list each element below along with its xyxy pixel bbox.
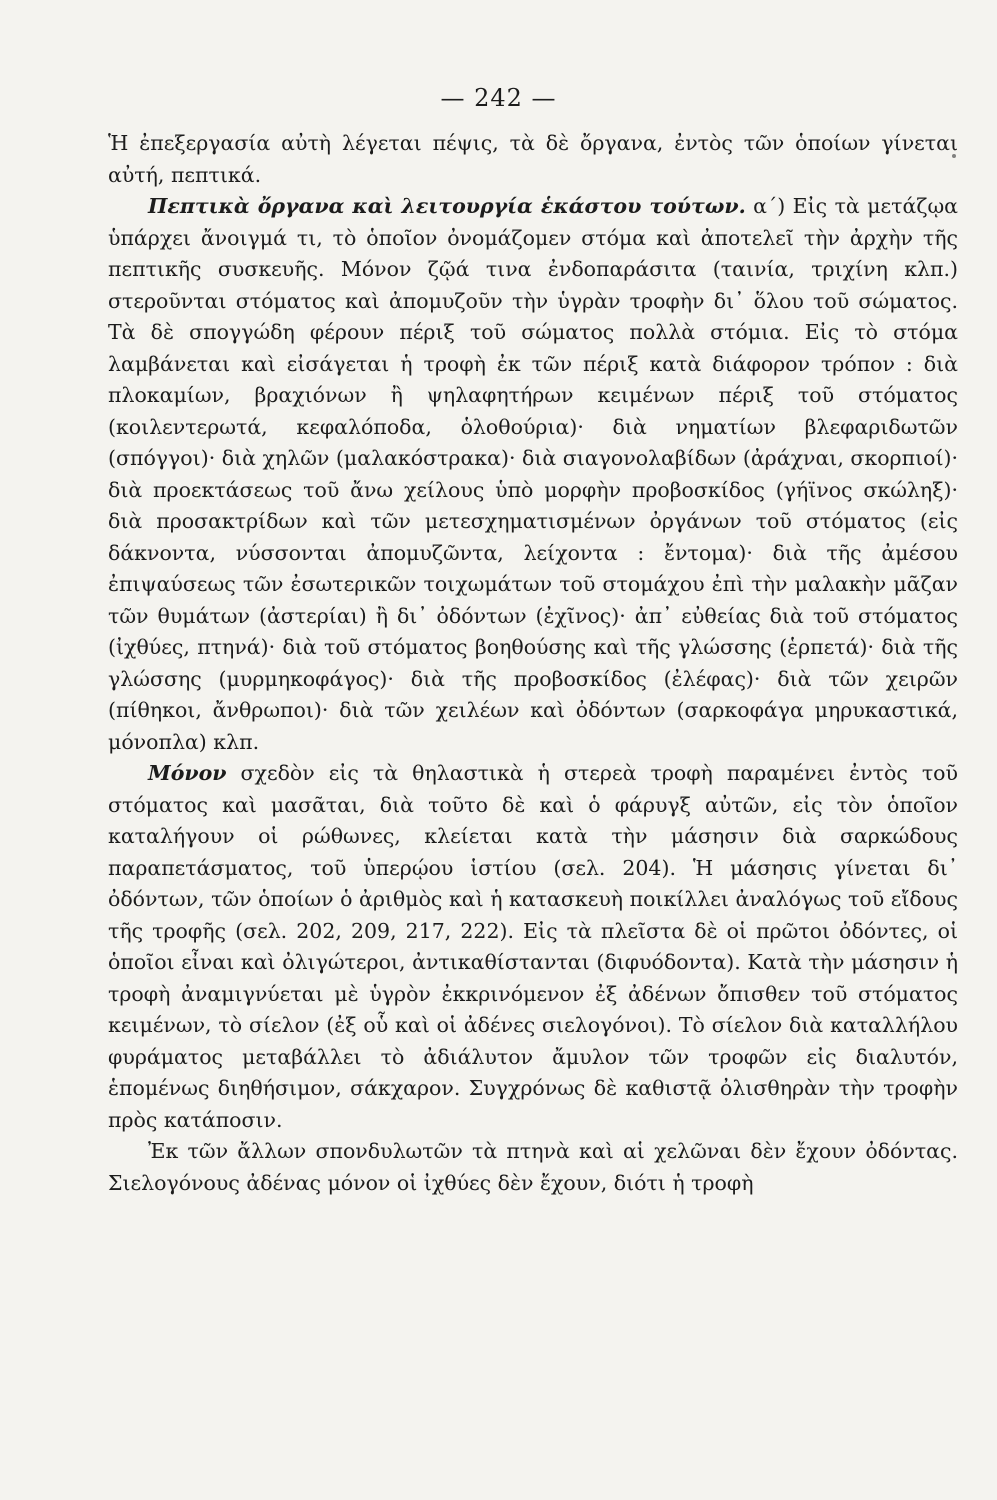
paragraph-intro-text: Ἡ ἐπεξεργασία αὐτὴ λέγεται πέψις, τὰ δὲ ὄργανα, ἐντὸς τῶν ὁποίων γίνεται αὐτή, πεπτικά.	[108, 131, 958, 187]
page-body	[108, 128, 958, 1199]
paragraph-intro	[108, 128, 958, 191]
paragraph-mastication-text: σχεδὸν εἰς τὰ θηλαστικὰ ἡ στερεὰ τροφὴ παραμένει ἐντὸς τοῦ στόματος καὶ μασᾶται, διὰ τοῦτο δὲ καὶ ὁ φάρυγξ αὐτῶν, εἰς τὸν ὁποῖον καταλήγουν οἱ ρώθωνες, κλείεται κατὰ τὴν μάσησιν διὰ σαρκώδους παραπετάσματος, τοῦ ὑπερῴου ἱστίου (σελ. 204). Ἡ μάσησις γίνεται δι᾿ ὀδόντων, τῶν ὁποίων ὁ ἀριθμὸς καὶ ἡ κατασκευὴ ποικίλλει ἀναλόγως τοῦ εἴδους τῆς τροφῆς (σελ. 202, 209, 217, 222). Εἰς τὰ πλεῖστα δὲ οἱ πρῶτοι ὀδόντες, οἱ ὁποῖοι εἶναι καὶ ὀλιγώτεροι, ἀντικαθίστανται (διφυόδοντα). Κατὰ τὴν μάσησιν ἡ τροφὴ ἀναμιγνύεται μὲ ὑγρὸν ἐκκρινόμενον ἐξ ἀδένων ὄπισθεν τοῦ στόματος κειμένων, τὸ σίελον (ἐξ οὗ καὶ οἱ ἀδένες σιελογόνοι). Τὸ σίελον διὰ καταλλήλου φυράματος μεταβάλλει τὸ ἀδιάλυτον ἄμυλον τῶν τροφῶν εἰς διαλυτόν, ἑπομένως διηθήσιμον, σάκχαρον. Συγχρόνως δὲ καθιστᾷ ὀλισθηρὰν τὴν τροφὴν πρὸς κατάποσιν.	[108, 761, 958, 1132]
paragraph-vertebrates-text: Ἐκ τῶν ἄλλων σπονδυλωτῶν τὰ πτηνὰ καὶ αἱ χελῶναι δὲν ἔχουν ὀδόντας. Σιελογόνους ἀδένας μόνον οἱ ἰχθύες δὲν ἔχουν, διότι ἡ τροφὴ	[108, 1139, 958, 1195]
section-heading: Πεπτικὰ ὄργανα καὶ λειτουργία ἑκάστου τούτων.	[148, 194, 746, 218]
paragraph-digestive-organs-text: α΄) Εἰς τὰ μετάζῳα ὑπάρχει ἄνοιγμά τι, τὸ ὁποῖον ὀνομάζομεν στόμα καὶ ἀποτελεῖ τὴν ἀρχὴν τῆς πεπτικῆς συσκευῆς. Μόνον ζῷά τινα ἐνδοπαράσιτα (ταινία, τριχίνη κλπ.) στεροῦνται στόματος καὶ ἀπομυζοῦν τὴν ὑγρὰν τροφὴν δι᾿ ὅλου τοῦ σώματος. Τὰ δὲ σπογγώδη φέρουν πέριξ τοῦ σώματος πολλὰ στόμια. Εἰς τὸ στόμα λαμβάνεται καὶ εἰσάγεται ἡ τροφὴ ἐκ τῶν πέριξ κατὰ διάφορον τρόπον : διὰ πλοκαμίων, βραχιόνων ἢ ψηλαφητήρων κειμένων πέριξ τοῦ στόματος (κοιλεντερωτά, κεφαλόποδα, ὁλοθούρια)· διὰ νηματίων βλεφαριδωτῶν (σπόγγοι)· διὰ χηλῶν (μαλακόστρακα)· διὰ σιαγονολαβίδων (ἀράχναι, σκορπιοί)· διὰ προεκτάσεως τοῦ ἄνω χείλους ὑπὸ μορφὴν προβοσκίδος (γήϊνος σκώληξ)· διὰ προσακτρίδων καὶ τῶν μετεσχηματισμένων ὀργάνων τοῦ στόματος (εἰς δάκνοντα, νύσσονται ἀπομυζῶντα, λείχοντα : ἔντομα)· διὰ τῆς ἀμέσου ἐπιψαύσεως τῶν ἐσωτερικῶν τοιχωμάτων τοῦ στομάχου ἐπὶ τὴν μαλακὴν μᾶζαν τῶν θυμάτων (ἀστερίαι) ἢ δι᾿ ὀδόντων (ἐχῖνος)· ἀπ᾿ εὐθείας διὰ τοῦ στόματος (ἰχθύες, πτηνά)· διὰ τοῦ στόματος βοηθούσης καὶ τῆς γλώσσης (ἑρπετά)· διὰ τῆς γλώσσης (μυρμηκοφάγος)· διὰ τῆς προβοσκίδος (ἐλέφας)· διὰ τῶν χειρῶν (πίθηκοι, ἄνθρωποι)· διὰ τῶν χειλέων καὶ ὀδόντων (σαρκοφάγα μηρυκαστικά, μόνοπλα) κλπ.	[108, 194, 959, 754]
paragraph-digestive-organs	[108, 191, 958, 758]
paragraph-lead-word: Μόνον	[148, 761, 227, 785]
paragraph-mastication	[108, 758, 958, 1136]
page-number: — 242 —	[440, 84, 557, 112]
paragraph-vertebrates	[108, 1136, 958, 1199]
